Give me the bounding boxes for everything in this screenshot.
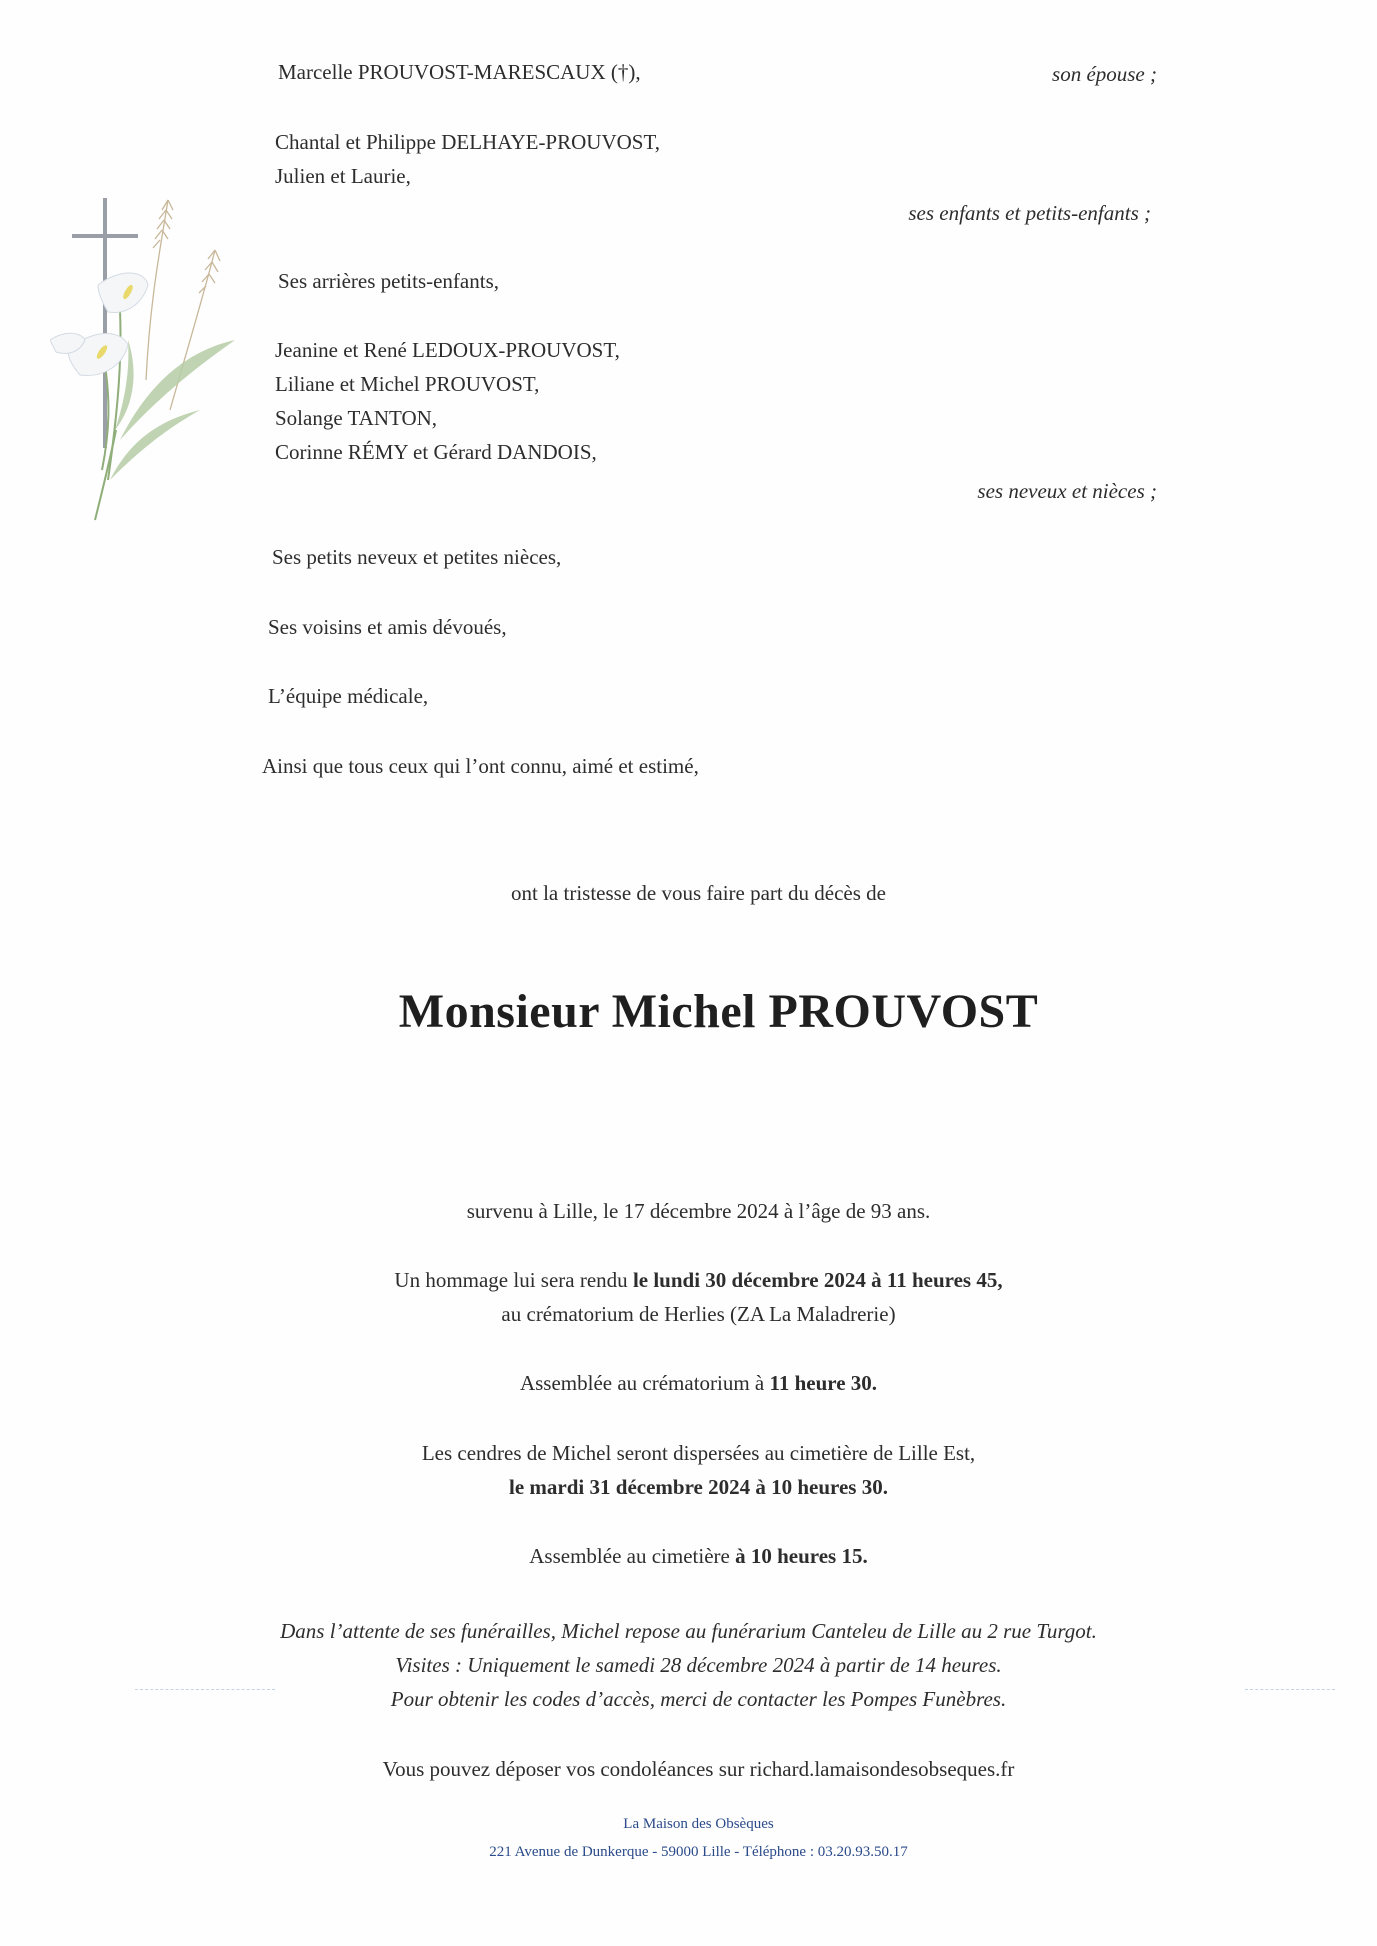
children-line-1: Chantal et Philippe DELHAYE-PROUVOST,: [275, 130, 660, 154]
wife-relation: son épouse ;: [1052, 62, 1157, 86]
nephews-line-4: Corinne RÉMY et Gérard DANDOIS,: [275, 440, 597, 464]
condolences-line: Vous pouvez déposer vos condoléances sur richard.lamaisondesobseques.fr: [382, 1757, 1015, 1781]
tribute-place: au crématorium de Herlies (ZA La Maladrerie): [501, 1302, 896, 1326]
cross-lily-illustration: [50, 180, 280, 550]
assembly1-prefix: Assemblée au crématorium à: [519, 1371, 770, 1395]
funeral-home-address: 221 Avenue de Dunkerque - 59000 Lille - Téléphone : 03.20.93.50.17: [489, 1844, 908, 1860]
assembly-cemetery: [10, 1539, 1377, 1573]
assembly1-time: 11 heure 30.: [769, 1371, 878, 1395]
cross-icon: [72, 198, 138, 448]
ashes-date: le mardi 31 décembre 2024 à 10 heures 30.: [509, 1475, 888, 1499]
tribute-line: [10, 1263, 1377, 1297]
children-line-2: Julien et Laurie,: [275, 164, 411, 188]
death-info: survenu à Lille, le 17 décembre 2024 à l’âge de 93 ans.: [466, 1199, 931, 1223]
children-relation: ses enfants et petits-enfants ;: [908, 201, 1151, 225]
nephews-relation: ses neveux et nièces ;: [977, 479, 1157, 503]
ashes-line: Les cendres de Michel seront dispersées au cimetière de Lille Est,: [421, 1441, 976, 1465]
nephews-line-3: Solange TANTON,: [275, 406, 438, 430]
all-others: Ainsi que tous ceux qui l’ont connu, aimé et estimé,: [262, 754, 699, 778]
tribute-prefix: Un hommage lui sera rendu: [394, 1268, 633, 1292]
tribute-date: le lundi 30 décembre 2024 à 11 heures 45,: [632, 1268, 1003, 1292]
assembly-crematorium: [10, 1366, 1377, 1400]
funeral-home-name: La Maison des Obsèques: [623, 1816, 774, 1832]
visits-line-1: Dans l’attente de ses funérailles, Michel repose au funérarium Canteleu de Lille au 2 rue Turgot.: [280, 1619, 1097, 1643]
calla-lily-icon: [50, 273, 148, 376]
assembly2-time: à 10 heures 15.: [735, 1544, 868, 1568]
divider-right: [1245, 1689, 1335, 1690]
visits-line-2: Visites : Uniquement le samedi 28 décembre 2024 à partir de 14 heures.: [395, 1653, 1002, 1677]
grand-nephews: Ses petits neveux et petites nièces,: [272, 545, 562, 569]
assembly2-prefix: Assemblée au cimetière: [529, 1544, 736, 1568]
visits-line-3: Pour obtenir les codes d’accès, merci de contacter les Pompes Funèbres.: [390, 1687, 1007, 1711]
wife-name: Marcelle PROUVOST-MARESCAUX (†),: [278, 60, 641, 84]
great-grandchildren: Ses arrières petits-enfants,: [278, 269, 500, 293]
announcement-intro: ont la tristesse de vous faire part du décès de: [511, 881, 886, 905]
leaf-icon: [110, 340, 235, 480]
deceased-name: Monsieur Michel PROUVOST: [398, 985, 1039, 1038]
nephews-line-1: Jeanine et René LEDOUX-PROUVOST,: [275, 338, 620, 362]
medical-team: L’équipe médicale,: [268, 684, 429, 708]
nephews-line-2: Liliane et Michel PROUVOST,: [275, 372, 540, 396]
neighbors: Ses voisins et amis dévoués,: [268, 615, 507, 639]
divider-left: [135, 1689, 275, 1690]
